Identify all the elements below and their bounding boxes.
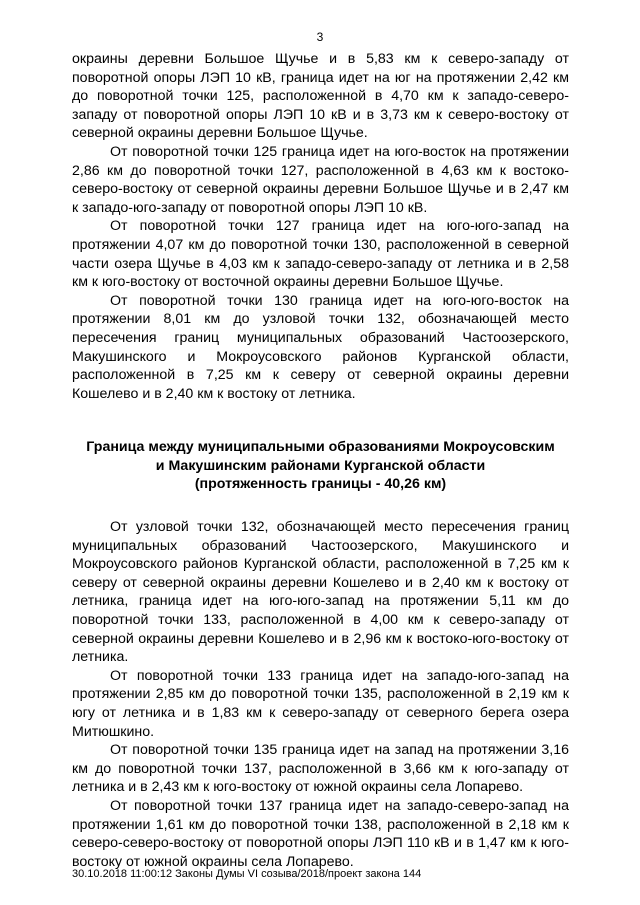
paragraph-point-130: От поворотной точки 130 граница идет на юго-юго-восток на протяжении 8,01 км до узловой точки 132, обозначающей место пересечения границ муниципальных образований Частоозерского, Макушинского и Мокроусовского районов Курганской области, расположенной в 7,25 км к северу от северной окраины деревни Кошелево и в 2,40 км к востоку от летника. xyxy=(72,292,569,402)
section-heading-line-2: и Макушинским районами Курганской области xyxy=(155,457,486,474)
section-heading-line-1: Граница между муниципальными образованиями Мокроусовским xyxy=(86,439,555,455)
document-body-top xyxy=(72,50,569,403)
paragraph-point-135: От поворотной точки 135 граница идет на запад на протяжении 3,16 км до поворотной точки 137, расположенной в 3,66 км к юго-западу от летника и в 2,43 км к юго-востоку от южной окраины села Лопарево. xyxy=(72,742,569,796)
paragraph-point-125: От поворотной точки 125 граница идет на юго-восток на протяжении 2,86 км до поворотной точки 127, расположенной в 4,63 км к востоко-северо-востоку от северной окраины деревни Большое Щучье и в 2,47 км к западо-юго-западу от поворотной опоры ЛЭП 10 кВ. xyxy=(72,143,569,216)
paragraph-point-133: От поворотной точки 133 граница идет на западо-юго-запад на протяжении 2,85 км до поворотной точки 135, расположенной в 2,19 км к югу от летника и в 1,83 км к северо-западу от северного берега озера Митюшкино. xyxy=(72,667,569,740)
footer-document-path: 30.10.2018 11:00:12 Законы Думы VI созыва/2018/проект закона 144 xyxy=(72,868,422,880)
page-number: 3 xyxy=(316,30,324,44)
paragraph-point-132: От узловой точки 132, обозначающей место пересечения границ муниципальных образований Частоозерского, Макушинского и Мокроусовского районов Курганской области, расположенной в 7,25 км к северу от северной окраины деревни Кошелево и в 2,40 км к востоку от летника, граница идет на юго-юго-запад на протяжении 5,11 км до поворотной точки 133, расположенной в 4,00 км к северо-западу от северной окраины деревни Кошелево и в 2,96 км к востоко-юго-востоку от летника. xyxy=(72,519,569,666)
paragraph-continuation: окраины деревни Большое Щучье и в 5,83 км к северо-западу от поворотной опоры ЛЭП 10 кВ, граница идет на юг на протяжении 2,42 км до поворотной точки 125, расположенной в 4,70 км к западо-северо-западу от поворотной опоры ЛЭП 10 кВ и в 3,73 км к северо-востоку от северной окраины деревни Большое Щучье. xyxy=(72,51,569,142)
paragraph-point-137: От поворотной точки 137 граница идет на западо-северо-запад на протяжении 1,61 км до поворотной точки 138, расположенной в 2,18 км к северо-северо-востоку от поворотной опоры ЛЭП 110 кВ и в 1,47 км к юго-востоку от южной окраины села Лопарево. xyxy=(72,797,569,870)
section-heading xyxy=(72,438,569,494)
paragraph-point-127: От поворотной точки 127 граница идет на юго-юго-запад на протяжении 4,07 км до поворотной точки 130, расположенной в северной части озера Щучье в 4,03 км к западо-северо-западу от летника и в 2,58 км к юго-востоку от восточной окраины деревни Большое Щучье. xyxy=(72,218,569,291)
document-body-bottom xyxy=(72,518,569,871)
section-heading-line-3: (протяженность границы - 40,26 км) xyxy=(194,476,447,493)
